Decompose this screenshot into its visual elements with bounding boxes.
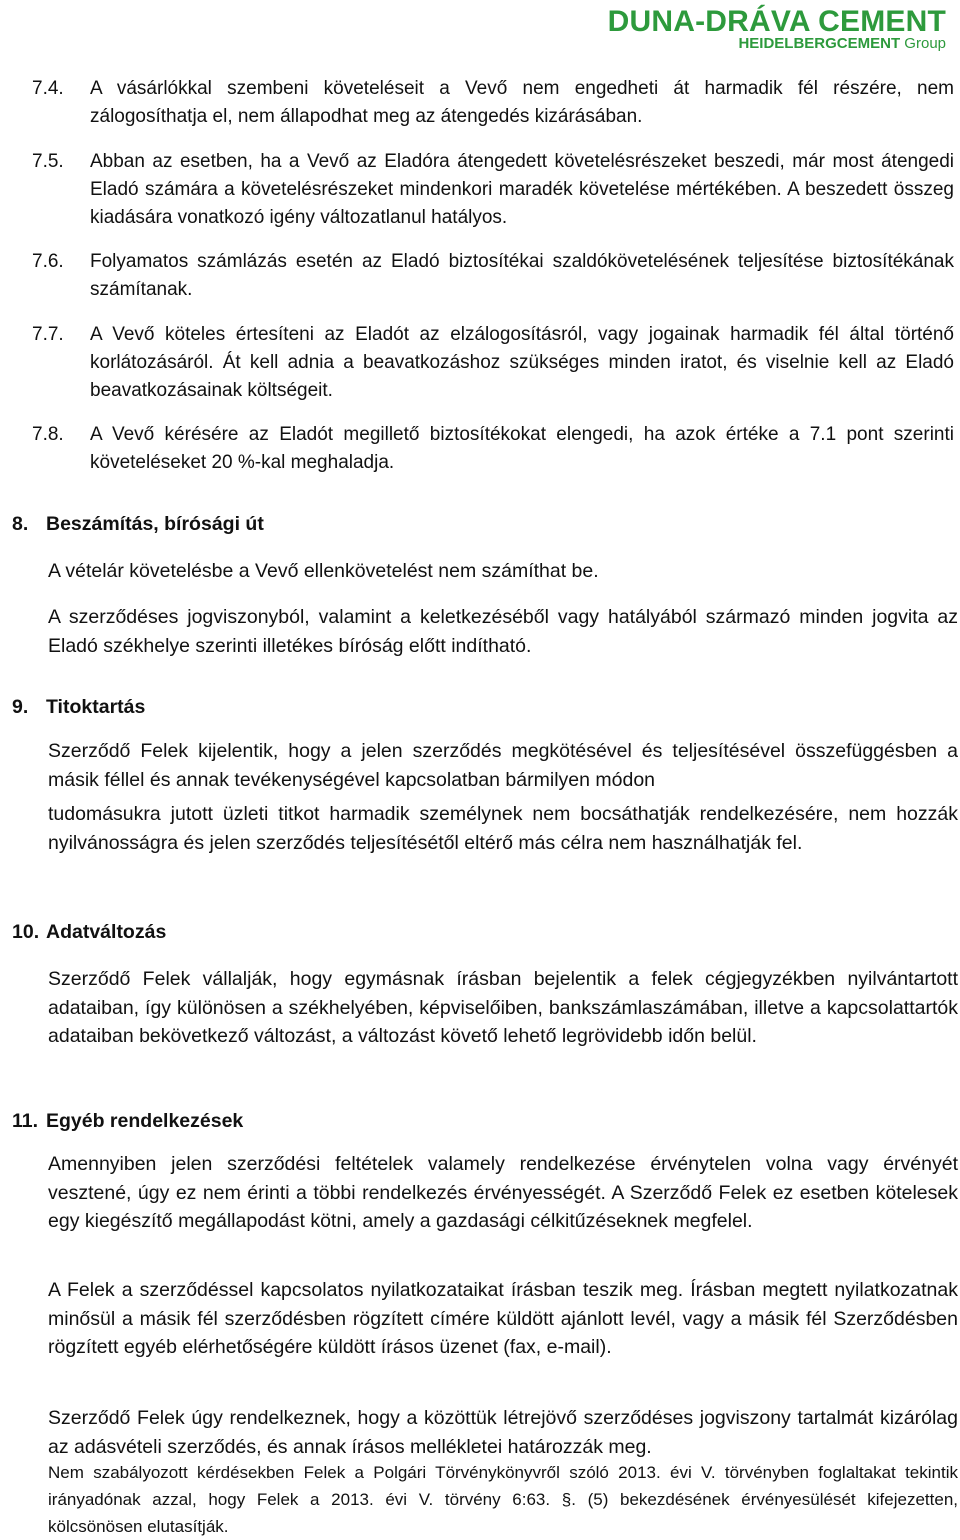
- section-11-paragraph-2: A Felek a szerződéssel kapcsolatos nyilatkozataikat írásban teszik meg. Írásban megtett nyilatkozatnak minősül a másik fél szerződésben rögzített címére küldött ajánlott levél, vagy a másik fél Szerződésben rögzített egyéb elérhetőségére küldött írásos üzenet (fax, e-mail).: [48, 1279, 958, 1358]
- clause-text: A Vevő köteles értesíteni az Eladót az elzálogosításról, vagy jogainak harmadik fél által történő korlátozásáról. Át kell adnia a beavatkozáshoz szükséges minden iratot, és viselnie kell az Eladó beavatkozásainak költségeit.: [90, 324, 954, 401]
- clause-7-4: [32, 75, 954, 131]
- clause-7-8: [32, 421, 954, 477]
- section-number: 9.: [12, 696, 29, 718]
- logo-sub-light: Group: [900, 35, 946, 52]
- clause-7-5: [32, 148, 954, 232]
- clause-7-6: [32, 248, 954, 304]
- section-11-paragraph-1: Amennyiben jelen szerződési feltételek valamely rendelkezése érvénytelen volna vagy érvényét vesztené, úgy ez nem érinti a többi rendelkezés érvényességét. A Szerződő Felek ez esetben kötelesek egy kiegészítő megállapodást kötni, amely a gazdasági célkitűzéseknek megfelel.: [48, 1153, 958, 1232]
- section-9-heading: [12, 693, 146, 721]
- clause-number: 7.6.: [32, 251, 64, 272]
- section-10-heading: [12, 918, 167, 946]
- section-title: Titoktartás: [46, 696, 146, 718]
- section-title: Adatváltozás: [46, 921, 167, 943]
- clause-number: 7.4.: [32, 78, 64, 99]
- logo-sub-bold: HEIDELBERGCEMENT: [738, 35, 901, 52]
- section-number: 10.: [12, 921, 40, 943]
- section-title: Beszámítás, bírósági út: [46, 513, 264, 535]
- logo-main-text: DUNA-DRÁVA CEMENT: [607, 5, 946, 38]
- section-9-paragraph-2: tudomásukra jutott üzleti titkot harmadik személynek nem bocsáthatják rendelkezésére, nem hozzák nyilvánosságra és jelen szerződés teljesítésétől eltérő más célra nem használhatják fel.: [48, 803, 958, 854]
- section-10-paragraph-1: Szerződő Felek vállalják, hogy egymásnak írásban bejelentik a felek cégjegyzékben nyilvántartott adataiban, így különösen a székhelyében, képviselőiben, bankszámlaszámában, illetve a kapcsolattartók adataiban bekövetkező változást, a változást követő lehető legrövidebb időn belül.: [48, 968, 958, 1047]
- section-11-paragraph-3: Szerződő Felek úgy rendelkeznek, hogy a közöttük létrejövő szerződéses jogviszony tartalmát kizárólag az adásvételi szerződés, és annak írásos mellékletei határozzák meg.: [48, 1407, 958, 1458]
- section-8-paragraph-2: A szerződéses jogviszonyból, valamint a keletkezéséből vagy hatályából származó minden jogvita az Eladó székhelye szerinti illetékes bíróság előtt indítható.: [48, 606, 958, 657]
- section-title: Egyéb rendelkezések: [46, 1110, 244, 1132]
- section-11-paragraph-4: Nem szabályozott kérdésekben Felek a Polgári Törvénykönyvről szóló 2013. évi V. törvényben foglaltakat tekintik irányadónak azzal, hogy Felek a 2013. évi V. törvény 6:63. §. (5) bekezdésének érvényesülését kifejezetten, kölcsönösen elutasítják.: [48, 1463, 958, 1536]
- clause-7-7: [32, 321, 954, 405]
- clause-text: A vásárlókkal szembeni követeléseit a Vevő nem engedheti át harmadik fél részére, nem zálogosíthatja el, nem állapodhat meg az átengedés kizárásában.: [90, 78, 954, 127]
- section-11-heading: [12, 1107, 244, 1135]
- section-number: 11.: [12, 1110, 39, 1132]
- clause-number: 7.5.: [32, 151, 64, 172]
- clause-text: A Vevő kérésére az Eladót megillető biztosítékokat elengedi, ha azok értéke a 7.1 pont szerinti követeléseket 20 %-kal meghaladja.: [90, 424, 954, 473]
- logo-sub-text: [608, 36, 946, 52]
- company-logo: [608, 6, 946, 52]
- section-number: 8.: [12, 513, 29, 535]
- section-8-heading: [12, 510, 264, 538]
- section-8-paragraph-1: A vételár követelésbe a Vevő ellenkövetelést nem számíthat be.: [48, 560, 599, 582]
- clause-number: 7.7.: [32, 324, 64, 345]
- clause-text: Abban az esetben, ha a Vevő az Eladóra átengedett követelésrészeket beszedi, már most átengedi Eladó számára a követelésrészeket mindenkori maradék követelése mértékében. A beszedett összeg kiadására vonatkozó igény változatlanul hatályos.: [90, 151, 954, 228]
- section-9-paragraph-1: Szerződő Felek kijelentik, hogy a jelen szerződés megkötésével és teljesítésével összefüggésben a másik féllel és annak tevékenységével kapcsolatban bármilyen módon: [48, 740, 958, 791]
- clause-number: 7.8.: [32, 424, 64, 445]
- clause-text: Folyamatos számlázás esetén az Eladó biztosítékai szaldókövetelésének teljesítése biztosítékának számítanak.: [90, 251, 954, 300]
